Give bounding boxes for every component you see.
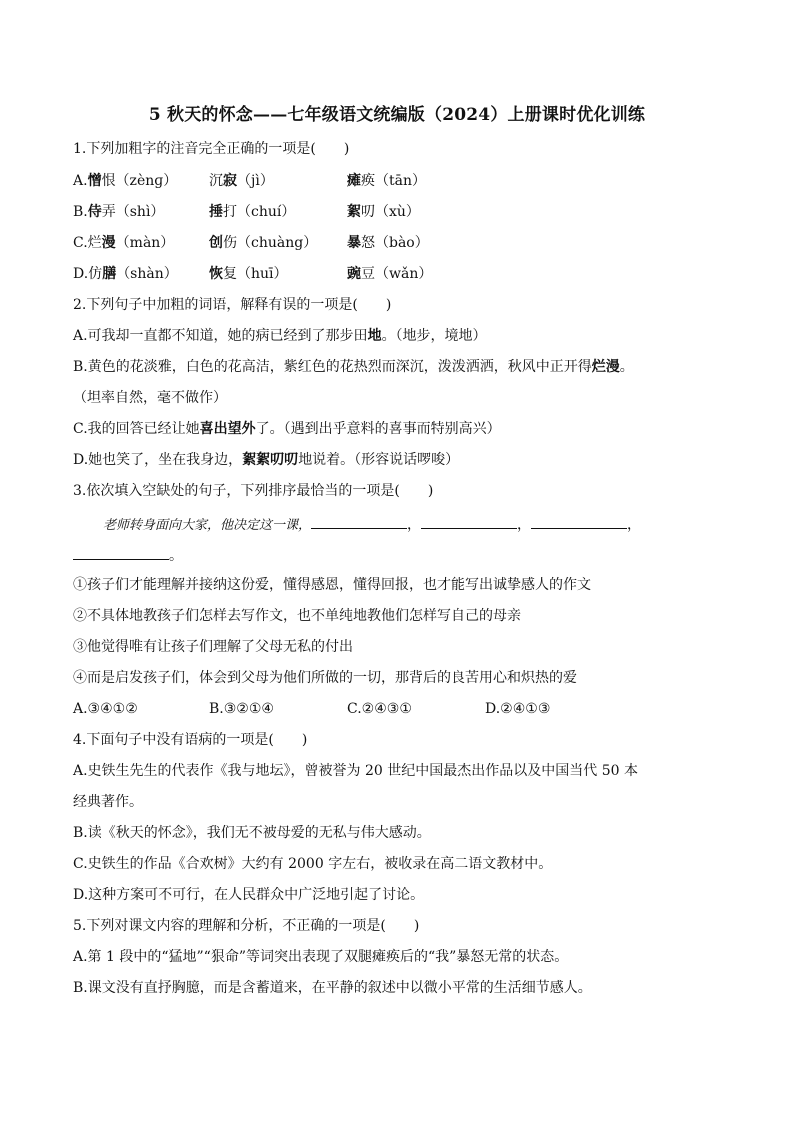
q3-options	[73, 700, 550, 718]
q1-a-word2: 沉寂（jì）	[209, 173, 274, 189]
q3-passage: 老师转身面向大家，他决定这一课， ， ， ，	[103, 514, 641, 535]
q3-option-c: C.②④③①	[347, 701, 412, 717]
q2-option-d: D.她也笑了，坐在我身边，絮絮叨叨地说着。（形容说话啰唆）	[73, 452, 460, 468]
q3-passage-end: 。	[73, 545, 183, 565]
q1-option-c	[73, 234, 429, 252]
q2-option-c: C.我的回答已经让她喜出望外了。（遇到出乎意料的喜事而特别高兴）	[73, 421, 501, 437]
q1-c-word1: C.烂漫（màn）	[73, 235, 175, 251]
q3-option-a: A.③④①②	[73, 701, 138, 717]
q2-option-b-note: （坦率自然，毫不做作）	[73, 390, 227, 406]
q1-c-word3: 暴怒（bào）	[347, 235, 429, 251]
q1-c-word2: 创伤（chuàng）	[209, 235, 318, 251]
q2-option-a: A.可我却一直都不知道，她的病已经到了那步田地。（地步，境地）	[73, 328, 487, 344]
q5-option-b: B.课文没有直抒胸臆，而是含蓄道来，在平静的叙述中以微小平常的生活细节感人。	[73, 980, 592, 996]
q3-sentence-3: ③他觉得唯有让孩子们理解了父母无私的付出	[73, 639, 353, 655]
q1-d-word2: 恢复（huī）	[209, 266, 288, 282]
q3-blank-2	[421, 514, 517, 529]
q2-stem: 2.下列句子中加粗的词语，解释有误的一项是( )	[73, 297, 392, 313]
q1-b-word1: B.侍弄（shì）	[73, 204, 165, 220]
q4-option-c: C.史铁生的作品《合欢树》大约有 2000 字左右，被收录在高二语文教材中。	[73, 856, 553, 872]
q3-option-d: D.②④①③	[485, 701, 551, 717]
q4-stem: 4.下面句子中没有语病的一项是( )	[73, 732, 308, 748]
q3-blank-3	[531, 514, 627, 529]
q3-stem: 3.依次填入空缺处的句子，下列排序最恰当的一项是( )	[73, 483, 434, 499]
q4-option-a-line2: 经典著作。	[73, 794, 143, 810]
q1-a-word1: A.憎恨（zènɡ）	[73, 173, 178, 189]
q3-passage-text: 老师转身面向大家，他决定这一课，	[103, 518, 312, 533]
q1-a-word3: 瘫痪（tān）	[347, 173, 426, 189]
q3-sentence-1: ①孩子们才能理解并接纳这份爱，懂得感恩，懂得回报，也才能写出诚挚感人的作文	[73, 577, 591, 593]
q5-option-a: A.第 1 段中的“猛地”“狠命”等词突出表现了双腿瘫痪后的“我”暴怒无常的状态。	[73, 949, 569, 965]
q4-option-a-line1: A.史铁生先生的代表作《我与地坛》，曾被誉为 20 世纪中国最杰出作品以及中国当代 50 本	[73, 763, 638, 779]
q1-b-word2: 捶打（chuí）	[209, 204, 296, 220]
q3-option-b: B.③②①④	[209, 701, 274, 717]
q4-option-b: B.读《秋天的怀念》，我们无不被母爱的无私与伟大感动。	[73, 825, 431, 841]
q1-d-word1: D.仿膳（shàn）	[73, 266, 178, 282]
q3-sentence-4: ④而是启发孩子们，体会到父母为他们所做的一切，那背后的良苦用心和炽热的爱	[73, 670, 577, 686]
q1-option-a	[73, 172, 426, 190]
q3-blank-4	[73, 545, 169, 560]
q1-stem: 1.下列加粗字的注音完全正确的一项是( )	[73, 141, 350, 157]
q5-stem: 5.下列对课文内容的理解和分析，不正确的一项是( )	[73, 918, 420, 934]
q4-option-d: D.这种方案可不可行，在人民群众中广泛地引起了讨论。	[73, 887, 425, 903]
q1-d-word3: 豌豆（wǎn）	[347, 266, 433, 282]
page-title: 5 秋天的怀念——七年级语文统编版（2024）上册课时优化训练	[148, 105, 646, 125]
q3-blank-1	[311, 514, 407, 529]
q2-option-b: B.黄色的花淡雅，白色的花高洁，紫红色的花热烈而深沉，泼泼洒洒，秋风中正开得烂漫。	[73, 359, 634, 375]
q1-option-d	[73, 265, 432, 283]
q1-b-word3: 絮叨（xù）	[347, 204, 420, 220]
q3-sentence-2: ②不具体地教孩子们怎样去写作文，也不单纯地教他们怎样写自己的母亲	[73, 608, 521, 624]
q1-option-b	[73, 203, 420, 221]
